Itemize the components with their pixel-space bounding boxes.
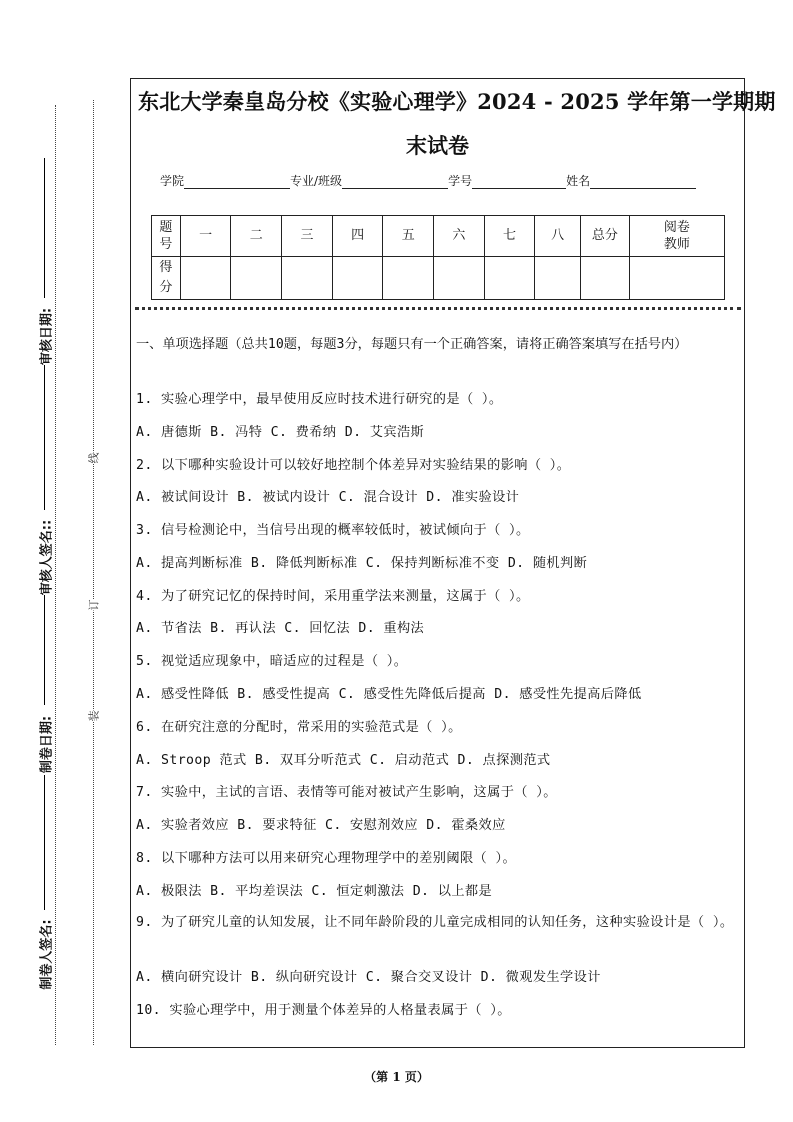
student-info-row: [160, 172, 696, 189]
options-7: A. 实验者效应 B. 要求特征 C. 安慰剂效应 D. 霍桑效应: [136, 818, 506, 833]
score-cell[interactable]: [332, 257, 383, 300]
options-8: A. 极限法 B. 平均差误法 C. 恒定刺激法 D. 以上都是: [136, 884, 493, 899]
name-label: 姓名: [566, 174, 591, 188]
exam-title-line1: 东北大学秦皇岛分校《实验心理学》2024 - 2025 学年第一学期期: [138, 89, 776, 114]
college-label: 学院: [160, 174, 185, 188]
make-date-label: 制卷日期:: [39, 715, 55, 774]
question-4: 4. 为了研究记忆的保持时间，采用重学法来测量，这属于（ ）。: [136, 589, 530, 604]
score-cell-total[interactable]: [581, 257, 630, 300]
score-header-cell: 八: [535, 216, 581, 257]
review-date-line: [44, 158, 45, 298]
question-8: 8. 以下哪种方法可以用来研究心理物理学中的差别阈限（ ）。: [136, 851, 517, 866]
score-row-label: 得 分: [152, 257, 181, 300]
question-9: 9. 为了研究儿童的认知发展，让不同年龄阶段的儿童完成相同的认知任务，这种实验设计是（ ）。: [136, 915, 734, 930]
options-4: A. 节省法 B. 再认法 C. 回忆法 D. 重构法: [136, 621, 425, 636]
question-3: 3. 信号检测论中，当信号出现的概率较低时，被试倾向于（ ）。: [136, 523, 530, 538]
score-header-cell: 二: [231, 216, 282, 257]
college-field[interactable]: [184, 174, 290, 189]
maker-sign-label: 制卷人签名:: [39, 919, 55, 990]
seal-char-ding: 订: [87, 599, 101, 611]
reviewer-sign-label: 审核人签名::: [39, 519, 55, 596]
maker-sign-line: [44, 775, 45, 910]
options-9: A. 横向研究设计 B. 纵向研究设计 C. 聚合交叉设计 D. 微观发生学设计: [136, 970, 601, 985]
question-1: 1. 实验心理学中，最早使用反应时技术进行研究的是（ ）。: [136, 392, 503, 407]
question-6: 6. 在研究注意的分配时，常采用的实验范式是（ ）。: [136, 720, 462, 735]
score-cell[interactable]: [484, 257, 535, 300]
major-field[interactable]: [342, 174, 448, 189]
score-header-cell: 三: [282, 216, 333, 257]
score-cell[interactable]: [383, 257, 434, 300]
binding-margin: [0, 0, 125, 1122]
score-cell[interactable]: [535, 257, 581, 300]
seal-char-zhuang: 装: [87, 710, 101, 722]
score-header-question: 题 号: [152, 216, 181, 257]
section-title: 一、单项选择题（总共10题，每题3分，每题只有一个正确答案，请将正确答案填写在括号内）: [136, 337, 688, 352]
score-cell[interactable]: [282, 257, 333, 300]
major-label: 专业/班级: [290, 174, 343, 188]
score-header-cell: 五: [383, 216, 434, 257]
question-10: 10. 实验心理学中，用于测量个体差异的人格量表属于（ ）。: [136, 1003, 511, 1018]
page-number: （第 1 页）: [364, 1070, 429, 1084]
question-2: 2. 以下哪种实验设计可以较好地控制个体差异对实验结果的影响（ ）。: [136, 458, 571, 473]
score-cell-grader[interactable]: [629, 257, 724, 300]
dotted-separator: [135, 307, 741, 310]
options-1: A. 唐德斯 B. 冯特 C. 费希纳 D. 艾宾浩斯: [136, 425, 425, 440]
score-cell[interactable]: [434, 257, 485, 300]
score-header-cell: 四: [332, 216, 383, 257]
score-header-grader: 阅卷 教师: [629, 216, 724, 257]
score-table: [151, 215, 725, 300]
options-2: A. 被试间设计 B. 被试内设计 C. 混合设计 D. 准实验设计: [136, 490, 520, 505]
options-3: A. 提高判断标准 B. 降低判断标准 C. 保持判断标准不变 D. 随机判断: [136, 556, 588, 571]
id-label: 学号: [448, 174, 473, 188]
name-field[interactable]: [590, 174, 696, 189]
exam-title-line2: 末试卷: [406, 133, 469, 158]
score-header-total: 总分: [581, 216, 630, 257]
options-5: A. 感受性降低 B. 感受性提高 C. 感受性先降低后提高 D. 感受性先提高后降低: [136, 687, 642, 702]
binding-dotted-line-inner: [93, 100, 94, 1045]
score-header-cell: 六: [434, 216, 485, 257]
binding-dotted-line-outer: [55, 105, 56, 1045]
question-5: 5. 视觉适应现象中，暗适应的过程是（ ）。: [136, 654, 408, 669]
reviewer-sign-line: [44, 365, 45, 510]
question-7: 7. 实验中，主试的言语、表情等可能对被试产生影响，这属于（ ）。: [136, 785, 557, 800]
make-date-line: [44, 595, 45, 705]
review-date-label: 审核日期:: [39, 307, 55, 366]
options-6: A. Stroop 范式 B. 双耳分听范式 C. 启动范式 D. 点探测范式: [136, 753, 551, 768]
score-cell[interactable]: [231, 257, 282, 300]
score-cell[interactable]: [180, 257, 231, 300]
score-header-cell: 一: [180, 216, 231, 257]
seal-char-xian: 线: [87, 452, 101, 464]
student-id-field[interactable]: [472, 174, 566, 189]
score-header-cell: 七: [484, 216, 535, 257]
